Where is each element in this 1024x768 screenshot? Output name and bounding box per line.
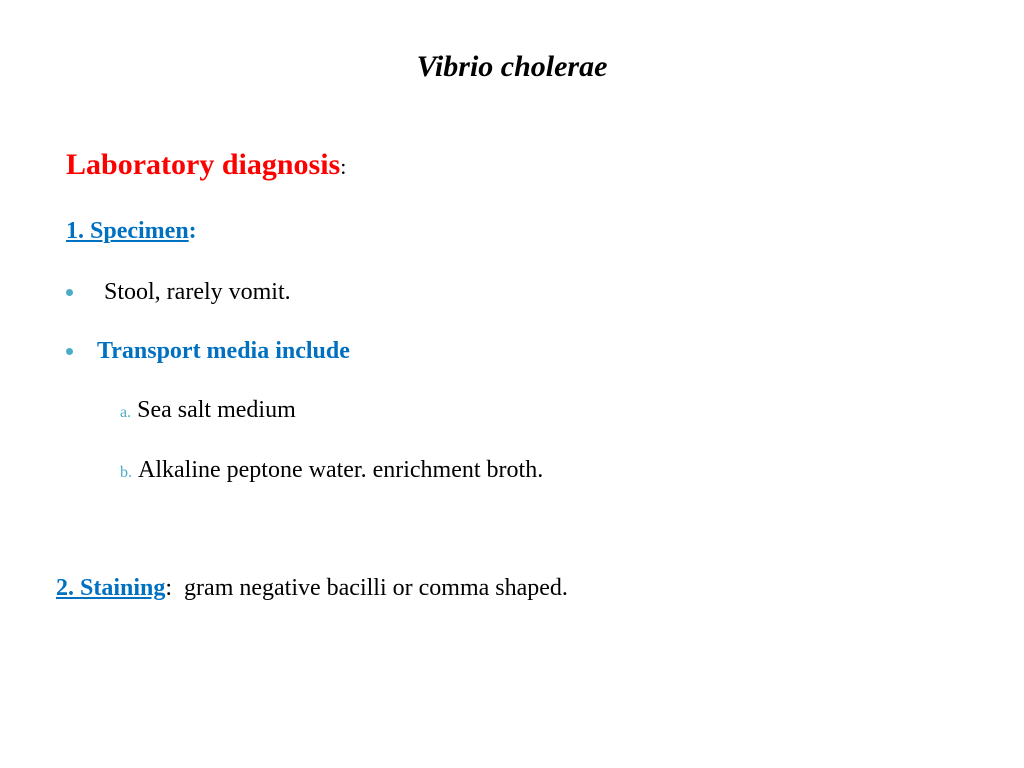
bullet-text: Transport media include bbox=[97, 338, 350, 364]
media-text: Alkaline peptone water. enrichment broth. bbox=[138, 457, 544, 483]
slide-title: Vibrio cholerae bbox=[416, 50, 608, 83]
specimen-label: 1. Specimen bbox=[66, 218, 189, 244]
section-heading-colon: : bbox=[340, 154, 347, 179]
bullet-item bbox=[66, 279, 291, 306]
bullet-text: Stool, rarely vomit. bbox=[104, 279, 291, 305]
specimen-colon: : bbox=[188, 218, 197, 244]
section-heading bbox=[66, 148, 346, 182]
media-item bbox=[120, 397, 296, 424]
staining-colon: : bbox=[165, 575, 173, 601]
bullet-item bbox=[66, 338, 350, 365]
staining-line bbox=[56, 575, 568, 602]
bullet-dot-icon bbox=[66, 289, 73, 296]
list-marker: a. bbox=[120, 404, 132, 421]
section-heading-text: Laboratory diagnosis bbox=[66, 148, 341, 181]
media-text: Sea salt medium bbox=[137, 397, 296, 423]
specimen-heading bbox=[66, 218, 197, 245]
staining-text: gram negative bacilli or comma shaped. bbox=[184, 575, 568, 601]
bullet-dot-icon bbox=[66, 348, 73, 355]
list-marker: b. bbox=[120, 464, 132, 481]
staining-label: 2. Staining bbox=[56, 575, 166, 601]
media-item bbox=[120, 457, 543, 484]
